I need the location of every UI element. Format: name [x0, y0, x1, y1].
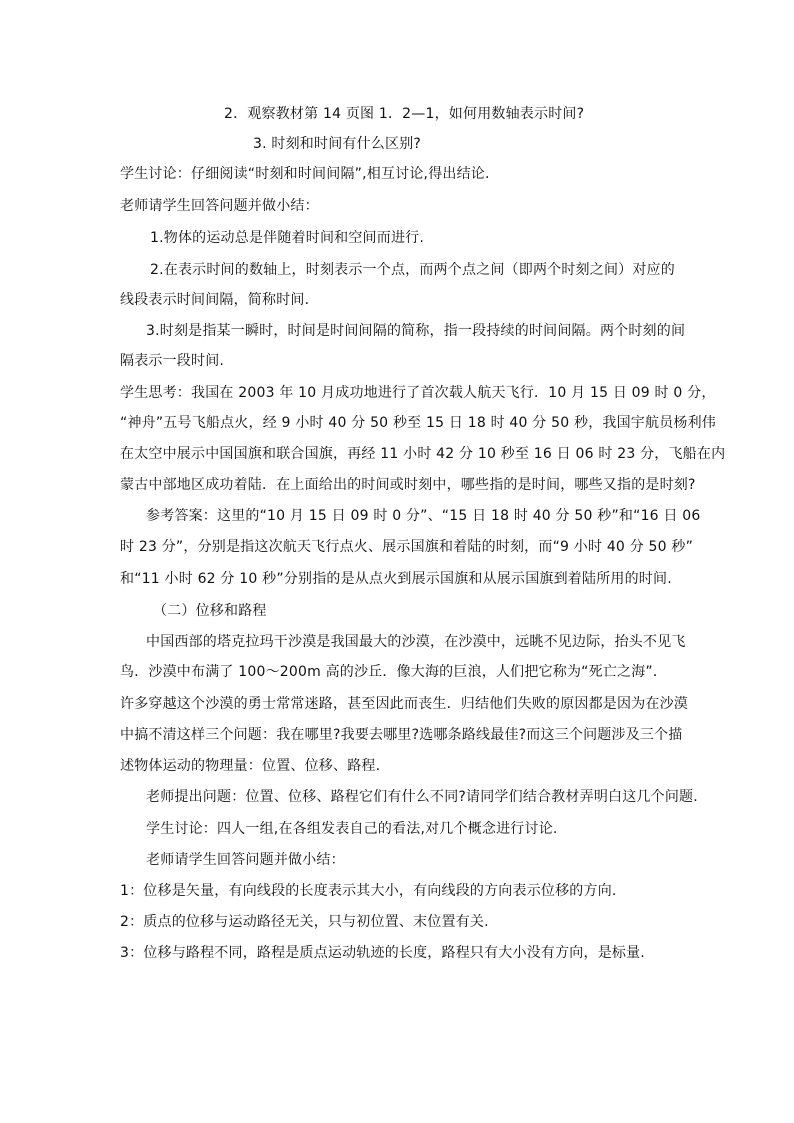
text-line: 蒙古中部地区成功着陆．在上面给出的时间或时刻中，哪些指的是时间，哪些又指的是时刻? [120, 477, 696, 493]
text-line: 3.时刻是指某一瞬时，时间是时间间隔的简称，指一段持续的时间间隔。两个时刻的间 [146, 323, 686, 339]
text-line: 鸟．沙漠中布满了 100～200m 高的沙丘．像大海的巨浪，人们把它称为“死亡之海”． [120, 664, 668, 680]
text-line: 许多穿越这个沙漠的勇士常常迷路，甚至因此而丧生．归结他们失败的原因都是因为在沙漠 [120, 696, 688, 712]
text-line: 中搞不清这样三个问题：我在哪里?我要去哪里?选哪条路线最佳?而这三个问题涉及三个描 [120, 727, 683, 743]
list-item: 2：质点的位移与运动路径无关，只与初位置、末位置有关. [120, 914, 489, 930]
text-line: 参考答案：这里的“10 月 15 日 09 时 0 分”、“15 日 18 时 40 分 50 秒”和“16 日 06 [146, 508, 701, 524]
text-line: 在太空中展示中国国旗和联合国旗，再经 11 小时 42 分 10 秒至 16 日 06 时 23 分，飞船在内 [120, 446, 726, 462]
text-line: 和“11 小时 62 分 10 秒”分别指的是从点火到展示国旗和从展示国旗到着陆所用的时间. [120, 571, 672, 587]
text-line: 时 23 分”，分别是指这次航天飞行点火、展示国旗和着陆的时刻，而“9 小时 40 分 50 秒” [120, 539, 694, 555]
text-line: 老师请学生回答问题并做小结： [146, 852, 345, 868]
text-line: 述物体运动的物理量：位置、位移、路程. [120, 758, 381, 774]
text-line: 1.物体的运动总是伴随着时间和空间而进行. [150, 230, 425, 246]
text-line: 学生讨论：四人一组,在各组发表自己的看法,对几个概念进行讨论. [146, 821, 558, 837]
text-line: 中国西部的塔克拉玛干沙漠是我国最大的沙漠，在沙漠中，远眺不见边际，抬头不见飞 [146, 634, 686, 650]
text-line: 2．观察教材第 14 页图 1．2—1，如何用数轴表示时间? [224, 106, 585, 122]
text-line: 学生讨论：仔细阅读“时刻和时间间隔”,相互讨论,得出结论. [120, 166, 490, 182]
text-line: 2.在表示时间的数轴上，时刻表示一个点，而两个点之间（即两个时刻之间）对应的 [150, 262, 675, 278]
text-line: 3. 时刻和时间有什么区别? [253, 136, 422, 152]
list-item: 3：位移与路程不同，路程是质点运动轨迹的长度，路程只有大小没有方向，是标量. [120, 945, 645, 961]
text-line: “神舟”五号飞船点火，经 9 小时 40 分 50 秒至 15 日 18 时 40 分 50 秒，我国宇航员杨利伟 [120, 415, 717, 431]
text-line: 学生思考：我国在 2003 年 10 月成功地进行了首次载人航天飞行．10 月 15 日 09 时 0 分， [120, 385, 716, 401]
text-line: 线段表示时间间隔，简称时间. [120, 292, 310, 308]
section-heading: （二）位移和路程 [153, 603, 267, 619]
list-item: 1：位移是矢量，有向线段的长度表示其大小，有向线段的方向表示位移的方向. [120, 883, 617, 899]
text-line: 老师提出问题：位置、位移、路程它们有什么不同?请同学们结合教材弄明白这几个问题. [146, 789, 698, 805]
text-line: 隔表示一段时间. [120, 353, 225, 369]
text-line: 老师请学生回答问题并做小结： [120, 198, 319, 214]
